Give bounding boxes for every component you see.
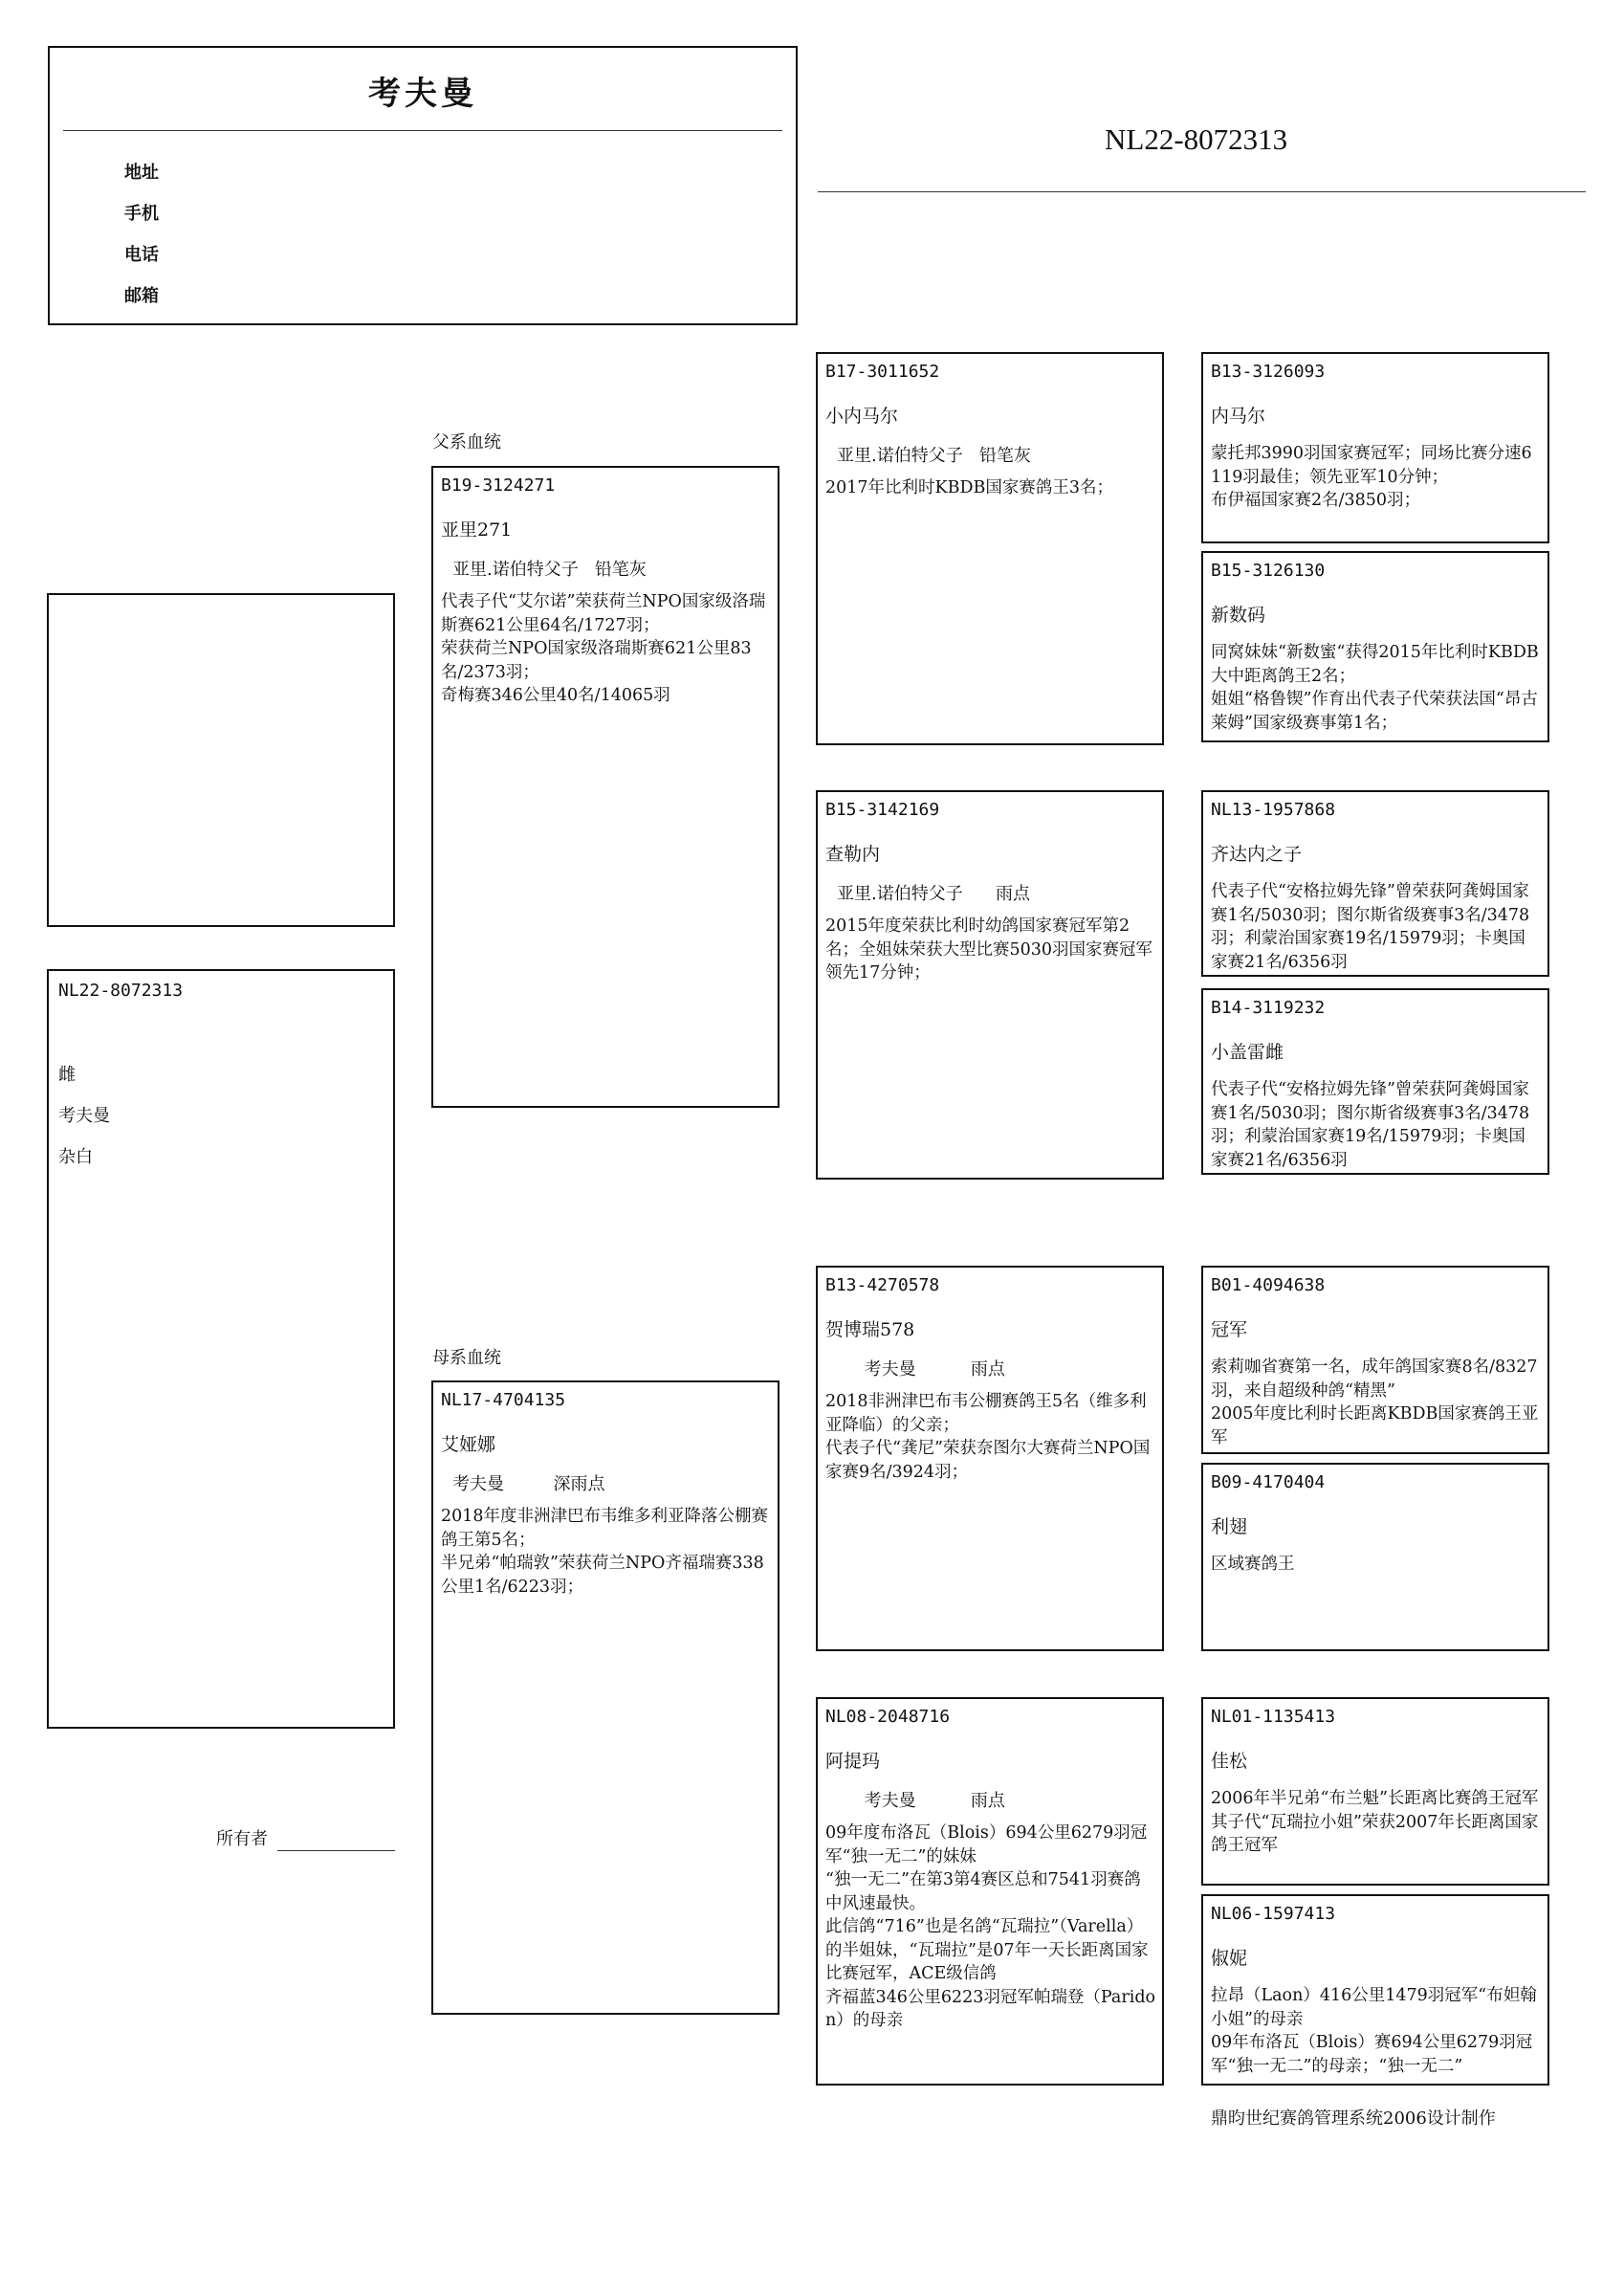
- sire-dam-breeder-color: 亚里.诺伯特父子 雨点: [837, 884, 1031, 904]
- subject-bird-box: [47, 969, 395, 1729]
- ds-dam-notes: 区域赛鸽王: [1211, 1555, 1295, 1574]
- sire-notes: 代表子代“艾尔诺”荣获荷兰NPO国家级洛瑞斯赛621公里64名/1727羽； 荣获荷兰NPO国家级洛瑞斯赛621公里83名/2373羽； 奇梅赛346公里40名/14065羽: [441, 592, 766, 705]
- subject-breeder: 考夫曼: [58, 1106, 110, 1126]
- dam-box: [431, 1380, 779, 2015]
- ds-dam-box: [1201, 1463, 1549, 1651]
- ds-sire-notes: 索莉咖省赛第一名，成年鸽国家赛8名/8327羽，来自超级种鸽“精黑” 2005年度比利时长距离KBDB国家赛鸽王亚军: [1211, 1358, 1539, 1447]
- ss-dam-name: 新数码: [1211, 605, 1266, 626]
- sire-dam-ring: B15-3142169: [825, 800, 940, 820]
- dam-name: 艾娅娜: [441, 1434, 496, 1455]
- dd-sire-name: 佳松: [1211, 1751, 1248, 1772]
- dam-sire-ring: B13-4270578: [825, 1275, 940, 1295]
- ds-sire-name: 冠军: [1211, 1319, 1248, 1340]
- ss-sire-box: [1201, 352, 1549, 543]
- sire-dam-name: 查勒内: [825, 844, 881, 865]
- sire-name: 亚里271: [441, 519, 513, 541]
- ss-sire-ring: B13-3126093: [1211, 362, 1326, 382]
- subject-ring: NL22-8072313: [58, 981, 184, 1001]
- sd-dam-notes: 代表子代“安格拉姆先锋”曾荣获阿龚姆国家赛1名/5030羽；图尔斯省级赛事3名/3478羽；利蒙治国家赛19名/15979羽；卡奥国家赛21名/6356羽: [1211, 1080, 1530, 1170]
- dam-breeder-color: 考夫曼 深雨点: [452, 1474, 605, 1494]
- owner-header-box: [48, 46, 798, 325]
- header-ring-number: NL22-8072313: [1105, 122, 1288, 156]
- sire-breeder-color: 亚里.诺伯特父子 铅笔灰: [452, 560, 647, 580]
- dam-dam-ring: NL08-2048716: [825, 1707, 951, 1727]
- sire-sire-box: [816, 352, 1164, 745]
- sd-sire-box: [1201, 790, 1549, 977]
- ds-sire-ring: B01-4094638: [1211, 1275, 1326, 1295]
- ss-dam-ring: B15-3126130: [1211, 561, 1326, 581]
- phone-label: 电话: [124, 245, 159, 265]
- owner-signature-line: [277, 1850, 395, 1851]
- ss-sire-notes: 蒙托邦3990羽国家赛冠军；同场比赛分速6119羽最佳；领先亚军10分钟； 布伊福国家赛2名/3850羽；: [1211, 444, 1532, 510]
- dam-notes: 2018年度非洲津巴布韦维多利亚降落公棚赛鸽王第5名； 半兄弟“帕瑞敦”荣获荷兰NPO齐福瑞赛338公里1名/6223羽；: [441, 1507, 769, 1597]
- sire-sire-breeder-color: 亚里.诺伯特父子 铅笔灰: [837, 446, 1031, 466]
- dam-sire-name: 贺博瑞578: [825, 1319, 915, 1340]
- sd-dam-ring: B14-3119232: [1211, 998, 1326, 1018]
- sire-dam-box: [816, 790, 1164, 1180]
- sire-sire-ring: B17-3011652: [825, 362, 940, 382]
- ds-dam-name: 利翅: [1211, 1516, 1248, 1537]
- sire-line-label: 父系血统: [432, 432, 501, 453]
- owner-label: 所有者: [216, 1829, 268, 1849]
- dd-sire-notes: 2006年半兄弟“布兰魁”长距离比赛鸽王冠军 其子代“瓦瑞拉小姐”荣获2007年长距离国家鸽王冠军: [1211, 1789, 1539, 1855]
- dam-dam-box: [816, 1697, 1164, 2086]
- sire-dam-notes: 2015年度荣获比利时幼鸽国家赛冠军第2名；全姐妹荣获大型比赛5030羽国家赛冠军领先17分钟；: [825, 916, 1153, 982]
- dd-dam-notes: 拉昂（Laon）416公里1479羽冠军“布妲翰小姐”的母亲 09年布洛瓦（Blois）赛694公里6279羽冠军“独一无二”的母亲；“独一无二”: [1211, 1986, 1537, 2076]
- email-label: 邮箱: [124, 286, 159, 306]
- dd-dam-name: 俶妮: [1211, 1948, 1248, 1969]
- sire-sire-name: 小内马尔: [825, 406, 899, 427]
- sd-dam-box: [1201, 988, 1549, 1175]
- sd-sire-ring: NL13-1957868: [1211, 800, 1336, 820]
- dam-dam-notes: 09年度布洛瓦（Blois）694公里6279羽冠军“独一无二”的妹妹 “独一无二”在第3第4赛区总和7541羽赛鸽中风速最快。 此信鸽“716”也是名鸽“瓦瑞拉”（Varella）的半姐妹，“瓦瑞拉”是07年一天长距离国家比赛冠军，ACE级信鸽 齐福蓝346公里6223羽冠军帕瑞登（Paridon）的母亲: [825, 1823, 1156, 2030]
- sd-dam-name: 小盖雷雌: [1211, 1042, 1284, 1063]
- subject-color: 杂白: [58, 1147, 93, 1167]
- footer-credit: 鼎昀世纪赛鸽管理系统2006设计制作: [1211, 2108, 1496, 2129]
- dam-dam-name: 阿提玛: [825, 1751, 881, 1772]
- subject-sex: 雌: [58, 1065, 76, 1085]
- photo-placeholder: [47, 593, 395, 927]
- dam-line-label: 母系血统: [432, 1348, 501, 1368]
- dd-dam-ring: NL06-1597413: [1211, 1904, 1336, 1924]
- sire-ring: B19-3124271: [441, 475, 556, 496]
- dd-dam-box: [1201, 1894, 1549, 2086]
- owner-name: 考夫曼: [368, 75, 477, 113]
- dd-sire-box: [1201, 1697, 1549, 1886]
- dam-dam-breeder-color: 考夫曼 雨点: [837, 1791, 1005, 1811]
- dd-sire-ring: NL01-1135413: [1211, 1707, 1336, 1727]
- ss-dam-notes: 同窝妹妹“新数蜜“获得2015年比利时KBDB大中距离鸽王2名； 姐姐“格鲁锲”作育出代表子代荣获法国“昂古莱姆”国家级赛事第1名；: [1211, 643, 1539, 733]
- address-label: 地址: [124, 163, 159, 183]
- mobile-label: 手机: [124, 204, 159, 224]
- ds-sire-box: [1201, 1266, 1549, 1454]
- sd-sire-notes: 代表子代“安格拉姆先锋”曾荣获阿龚姆国家赛1名/5030羽；图尔斯省级赛事3名/3478羽；利蒙治国家赛19名/15979羽；卡奥国家赛21名/6356羽: [1211, 882, 1530, 972]
- ss-sire-name: 内马尔: [1211, 406, 1266, 427]
- owner-header-divider: [63, 130, 782, 131]
- dam-sire-notes: 2018非洲津巴布韦公棚赛鸽王5名（维多利亚降临）的父亲； 代表子代“龚尼”荣获奈图尔大赛荷兰NPO国家赛9名/3924羽；: [825, 1392, 1151, 1482]
- header-ring-underline: [818, 191, 1586, 192]
- sire-box: [431, 466, 779, 1108]
- dam-sire-box: [816, 1266, 1164, 1651]
- sd-sire-name: 齐达内之子: [1211, 844, 1303, 865]
- ss-dam-box: [1201, 551, 1549, 742]
- sire-sire-notes: 2017年比利时KBDB国家赛鸽王3名；: [825, 478, 1113, 497]
- dam-sire-breeder-color: 考夫曼 雨点: [837, 1359, 1005, 1380]
- ds-dam-ring: B09-4170404: [1211, 1472, 1326, 1492]
- dam-ring: NL17-4704135: [441, 1390, 566, 1410]
